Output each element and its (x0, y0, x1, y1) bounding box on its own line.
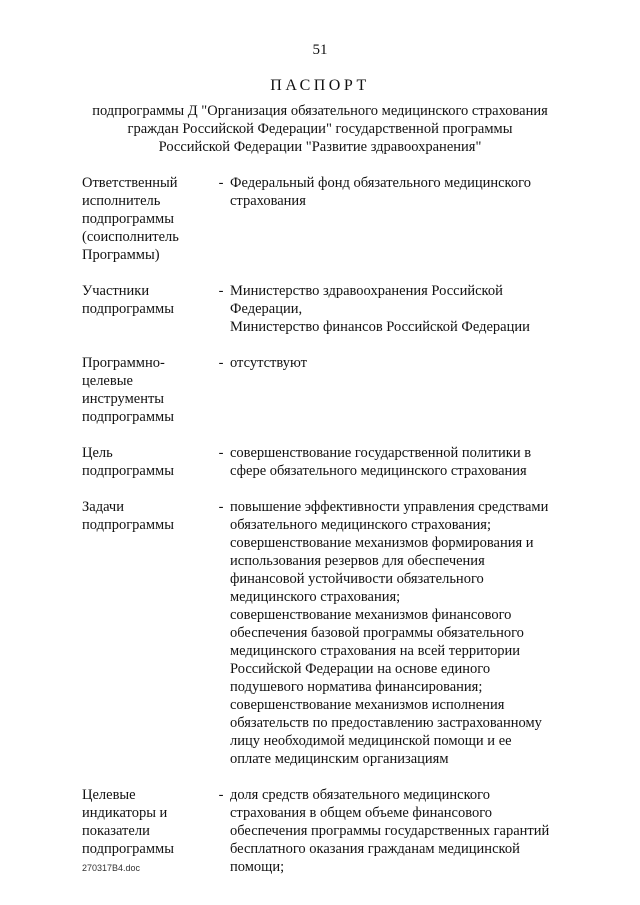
value-line: Министерство здравоохранения Российской (230, 283, 503, 299)
value-line: совершенствование механизмов исполнения (230, 697, 505, 713)
value-line: медицинского страхования; (230, 589, 401, 605)
value-line: подушевого норматива финансирования; (230, 679, 483, 695)
subtitle-line: граждан Российской Федерации" государственной программы (127, 121, 513, 137)
row-dash: - (218, 283, 224, 299)
row-value (230, 354, 582, 426)
passport-table (82, 174, 582, 876)
row-value (230, 444, 582, 480)
value-line: отсутствуют (230, 355, 307, 371)
subtitle-line: подпрограммы Д "Организация обязательного медицинского страхования (92, 103, 548, 119)
value-line: совершенствование механизмов финансового (230, 607, 512, 623)
row-value (230, 174, 582, 264)
passport-row-indicators (82, 786, 582, 876)
row-dash: - (218, 355, 224, 371)
label-line: подпрограммы (82, 517, 174, 533)
row-label (82, 498, 212, 768)
label-line: Цель (82, 445, 113, 461)
value-line: страхования в общем объеме финансового (230, 805, 493, 821)
value-line: повышение эффективности управления средствами (230, 499, 549, 515)
footer-filename: 270317B4.doc (82, 863, 141, 873)
label-line: исполнитель (82, 193, 161, 209)
value-line: сфере обязательного медицинского страхования (230, 463, 527, 479)
value-line: совершенствование государственной политики в (230, 445, 532, 461)
passport-row-instruments (82, 354, 582, 426)
passport-row-participants (82, 282, 582, 336)
label-line: Задачи (82, 499, 124, 515)
label-line: (соисполнитель (82, 229, 179, 245)
row-label (82, 444, 212, 480)
label-line: целевые (82, 373, 133, 389)
document-subtitle (60, 102, 580, 156)
label-line: Участники (82, 283, 150, 299)
row-label (82, 282, 212, 336)
label-line: Программно- (82, 355, 165, 371)
value-line: страхования (230, 193, 306, 209)
value-line: совершенствование механизмов формирования и (230, 535, 534, 551)
value-line: доля средств обязательного медицинского (230, 787, 491, 803)
label-line: индикаторы и (82, 805, 168, 821)
value-line: обязательного медицинского страхования; (230, 517, 491, 533)
value-line: Российской Федерации на основе единого (230, 661, 491, 677)
value-line: финансовой устойчивости обязательного (230, 571, 484, 587)
label-line: Программы) (82, 247, 160, 263)
passport-row-tasks (82, 498, 582, 768)
label-line: подпрограммы (82, 841, 174, 857)
value-line: обязательств по предоставлению застрахованному (230, 715, 542, 731)
document-title: ПАСПОРТ (270, 77, 370, 94)
value-line: использования резервов для обеспечения (230, 553, 485, 569)
row-dash: - (218, 499, 224, 515)
value-line: Федерации, (230, 301, 303, 317)
passport-row-responsible (82, 174, 582, 264)
label-line: подпрограммы (82, 301, 174, 317)
page-number: 51 (312, 42, 328, 58)
row-value (230, 498, 582, 768)
label-line: подпрограммы (82, 409, 174, 425)
row-label (82, 354, 212, 426)
row-dash: - (218, 175, 224, 191)
value-line: обеспечения базовой программы обязательного (230, 625, 524, 641)
row-dash: - (218, 787, 224, 803)
value-line: оплате медицинским организациям (230, 751, 449, 767)
value-line: лицу необходимой медицинской помощи и ее (230, 733, 512, 749)
label-line: инструменты (82, 391, 165, 407)
value-line: Министерство финансов Российской Федерации (230, 319, 530, 335)
label-line: показатели (82, 823, 150, 839)
row-dash: - (218, 445, 224, 461)
subtitle-line: Российской Федерации "Развитие здравоохранения" (158, 139, 482, 155)
row-label (82, 174, 212, 264)
row-value (230, 282, 582, 336)
value-line: обеспечения программы государственных гарантий (230, 823, 550, 839)
label-line: подпрограммы (82, 211, 174, 227)
value-line: бесплатного оказания гражданам медицинской (230, 841, 520, 857)
label-line: Целевые (82, 787, 136, 803)
passport-row-goal (82, 444, 582, 480)
row-value (230, 786, 582, 876)
value-line: медицинского страхования на всей территории (230, 643, 520, 659)
label-line: Ответственный (82, 175, 178, 191)
value-line: помощи; (230, 859, 285, 875)
value-line: Федеральный фонд обязательного медицинского (230, 175, 531, 191)
label-line: подпрограммы (82, 463, 174, 479)
